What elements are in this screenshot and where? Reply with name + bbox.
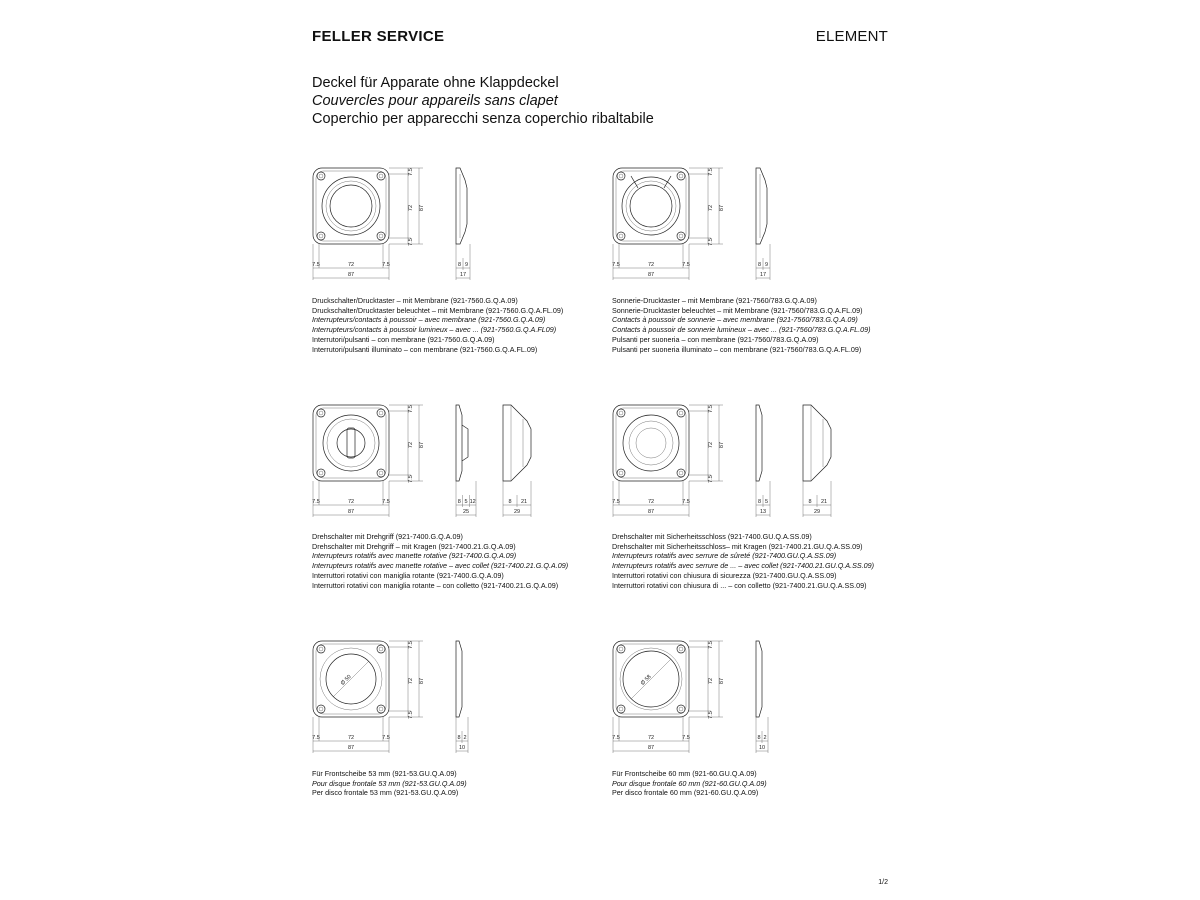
- dimension-label: 2: [463, 735, 467, 741]
- collar-profile: [803, 405, 831, 481]
- dimension-label: 7.5: [408, 475, 414, 483]
- bell-label-frame: [631, 176, 671, 188]
- screw-hole-inner: [679, 411, 683, 415]
- cover-outline: [613, 168, 689, 244]
- dimension-label: 72: [647, 262, 655, 268]
- screw-hole-inner: [319, 411, 323, 415]
- caption-line: Per disco frontale 53 mm (921-53.GU.Q.A.09): [312, 788, 459, 798]
- screw-hole: [377, 409, 385, 417]
- screw-hole: [677, 232, 685, 240]
- dimension-label: 7.5: [312, 262, 320, 268]
- screw-hole-inner: [619, 234, 623, 238]
- front-view: [312, 168, 425, 280]
- cover-outline: [313, 405, 389, 481]
- dimension-label: 87: [647, 745, 655, 751]
- dimension-label: 8: [457, 262, 462, 268]
- membrane-surface: [330, 185, 372, 227]
- side-profile: [756, 641, 762, 717]
- caption-line: Für Frontscheibe 53 mm (921-53.GU.Q.A.09): [312, 769, 457, 778]
- screw-hole: [377, 172, 385, 180]
- collar-profile: [503, 405, 531, 481]
- caption-line: Interruttori rotativi con maniglia rotante (921-7400.G.Q.A.09): [312, 570, 504, 580]
- dimension-label: 7.5: [312, 499, 320, 505]
- dimension-label: 7.5: [708, 168, 714, 176]
- caption-line: Interruttori rotativi con chiusura di ... – con colletto (921-7400.21.GU.Q.A.SS.09): [612, 580, 867, 590]
- screw-hole-inner: [319, 471, 323, 475]
- knob-profile: [462, 425, 468, 461]
- series-title: ELEMENT: [815, 28, 888, 45]
- dimension-label: 8: [808, 499, 812, 505]
- caption-line: Interruttori rotativi con chiusura di sicurezza (921-7400.GU.Q.A.SS.09): [612, 570, 837, 580]
- side-profile: [756, 168, 767, 244]
- dimension-label: 87: [347, 745, 355, 751]
- cover-inner-edge: [616, 408, 686, 478]
- caption-rotary-lock: [612, 532, 874, 590]
- dimension-label: 21: [520, 499, 528, 505]
- side-profile: [456, 168, 467, 244]
- dimension-label: 8: [508, 499, 512, 505]
- lock-cylinder: [636, 428, 666, 458]
- caption-line: Pour disque frontale 53 mm (921-53.GU.Q.A.09): [312, 778, 467, 788]
- dimension-label: 72: [347, 735, 355, 741]
- dimension-label: 29: [513, 509, 521, 515]
- caption-line: Sonnerie-Drucktaster – mit Membrane (921-7560/783.G.Q.A.09): [612, 296, 817, 305]
- dimension-label: 25: [462, 509, 470, 515]
- side-view: [456, 641, 468, 753]
- dimension-label: 7.5: [408, 168, 414, 176]
- dimension-label: 87: [719, 677, 725, 685]
- page-title: [312, 74, 654, 128]
- screw-hole: [377, 469, 385, 477]
- side-view: [756, 168, 770, 280]
- side-view: [756, 641, 768, 753]
- title-fr: Couvercles pour appareils sans clapet: [312, 93, 558, 109]
- dimension-label: 2: [763, 735, 767, 741]
- dimension-label: 7.5: [708, 405, 714, 413]
- side-profile: [456, 641, 462, 717]
- membrane-ring-inner: [626, 181, 676, 231]
- dimension-label: 7.5: [408, 405, 414, 413]
- screw-hole-inner: [379, 707, 383, 711]
- screw-hole-inner: [379, 411, 383, 415]
- dimension-label: 7.5: [382, 262, 390, 268]
- dimension-label: 72: [708, 677, 714, 685]
- screw-hole: [377, 232, 385, 240]
- membrane-ring: [622, 177, 680, 235]
- screw-hole-inner: [619, 471, 623, 475]
- dimension-label: 9: [464, 262, 469, 268]
- dimension-label: 10: [458, 745, 466, 751]
- caption-line: Interruttori rotativi con maniglia rotante – con colletto (921-7400.21.G.Q.A.09): [312, 580, 559, 590]
- dimension-label: 72: [347, 262, 355, 268]
- dimension-label: 7.5: [382, 735, 390, 741]
- screw-hole-inner: [319, 174, 323, 178]
- diameter-label: Ø 50: [339, 673, 353, 687]
- front-view: [612, 641, 725, 753]
- dimension-label: 8: [757, 262, 762, 268]
- dimension-label: 72: [408, 441, 414, 449]
- drawing-svg: [613, 641, 853, 759]
- dimension-label: 12: [469, 499, 476, 505]
- caption-line: Per disco frontale 60 mm (921-60.GU.Q.A.09): [612, 788, 759, 798]
- screw-hole-inner: [379, 647, 383, 651]
- caption-front-disc-60: [612, 769, 767, 798]
- screw-hole-inner: [679, 647, 683, 651]
- dimension-label: 7.5: [612, 499, 620, 505]
- caption-line: Drehschalter mit Drehgriff (921-7400.G.Q.A.09): [312, 532, 463, 541]
- dimension-label: 7.5: [682, 262, 690, 268]
- screw-hole-inner: [319, 647, 323, 651]
- screw-hole-inner: [679, 234, 683, 238]
- screw-hole-inner: [679, 471, 683, 475]
- dimension-label: 87: [347, 509, 355, 515]
- dimension-label: 7.5: [408, 238, 414, 246]
- caption-line: Interrupteurs rotatifs avec manette rotative (921-7400.G.Q.A.09): [312, 551, 517, 561]
- dimension-label: 87: [719, 441, 725, 449]
- screw-hole: [377, 705, 385, 713]
- dimension-label: 72: [647, 499, 655, 505]
- caption-line: Druckschalter/Drucktaster – mit Membrane (921-7560.G.Q.A.09): [312, 296, 518, 305]
- lock-collar: [623, 415, 679, 471]
- dimension-label: 87: [419, 204, 425, 212]
- caption-rotary-switch: [312, 532, 568, 590]
- caption-line: Interrutori/pulsanti – con membrane (921-7560.G.Q.A.09): [312, 334, 495, 344]
- caption-line: Drehschalter mit Sicherheitsschloss– mit Kragen (921-7400.21.GU.Q.A.SS.09): [612, 541, 863, 551]
- screw-hole-inner: [679, 707, 683, 711]
- caption-line: Interrutori/pulsanti illuminato – con membrane (921-7560.G.Q.A.FL.09): [312, 344, 538, 354]
- dimension-label: 87: [419, 677, 425, 685]
- dimension-label: 8: [457, 499, 461, 505]
- screw-hole: [617, 172, 625, 180]
- side-view: [503, 405, 531, 517]
- screw-hole-inner: [379, 234, 383, 238]
- screw-hole: [677, 409, 685, 417]
- dimension-label: 7.5: [408, 711, 414, 719]
- rotary-handle: [347, 428, 355, 458]
- screw-hole-inner: [379, 174, 383, 178]
- front-view: [612, 168, 725, 280]
- dimension-label: 8: [757, 735, 761, 741]
- dimension-label: 17: [459, 272, 467, 278]
- caption-line: Drehschalter mit Sicherheitsschloss (921-7400.GU.Q.A.SS.09): [612, 532, 812, 541]
- dimension-label: 10: [758, 745, 766, 751]
- title-it: Coperchio per apparecchi senza coperchio ribaltabile: [312, 111, 654, 127]
- screw-hole: [617, 645, 625, 653]
- membrane-surface: [630, 185, 672, 227]
- dimension-label: 7.5: [612, 735, 620, 741]
- screw-hole: [317, 705, 325, 713]
- dimension-label: 72: [408, 204, 414, 212]
- dimension-label: 7.5: [682, 499, 690, 505]
- dimension-label: 5: [464, 499, 468, 505]
- screw-hole: [617, 232, 625, 240]
- front-view: [312, 641, 425, 753]
- caption-line: Interrupteurs/contacts à poussoir lumineux – avec ... (921-7560.G.Q.A.FL09): [312, 325, 557, 335]
- caption-front-disc-53: [312, 769, 467, 798]
- cover-outline: [613, 405, 689, 481]
- front-view: [312, 405, 425, 517]
- rotary-knob: [337, 429, 365, 457]
- screw-hole: [677, 469, 685, 477]
- dimension-label: 87: [347, 272, 355, 278]
- screw-hole-inner: [679, 174, 683, 178]
- screw-hole: [317, 232, 325, 240]
- dimension-label: 7.5: [682, 735, 690, 741]
- dimension-label: 72: [408, 677, 414, 685]
- side-view: [456, 168, 470, 280]
- caption-line: Contacts à poussoir de sonnerie – avec membrane (921-7560/783.G.Q.A.09): [612, 315, 858, 325]
- drawing-svg: [313, 168, 553, 286]
- dimension-label: 21: [820, 499, 828, 505]
- caption-line: Druckschalter/Drucktaster beleuchtet – mit Membrane (921-7560.G.Q.A.FL.09): [312, 305, 564, 315]
- screw-hole: [317, 645, 325, 653]
- caption-line: Sonnerie-Drucktaster beleuchtet – mit Membrane (921-7560/783.G.Q.A.FL.09): [612, 305, 863, 315]
- title-de: Deckel für Apparate ohne Klappdeckel: [312, 75, 559, 91]
- rotary-collar-inner: [327, 419, 375, 467]
- dimension-label: 87: [647, 272, 655, 278]
- caption-line: Contacts à poussoir de sonnerie lumineux – avec ... (921-7560/783.G.Q.A.FL.09): [612, 325, 871, 335]
- drawing-svg: [313, 641, 553, 759]
- dimension-label: 13: [759, 509, 767, 515]
- screw-hole-inner: [619, 411, 623, 415]
- caption-bell-button: [612, 296, 871, 354]
- dimension-label: 9: [764, 262, 769, 268]
- drawing-svg: [613, 168, 853, 286]
- drawing-svg: [613, 405, 853, 523]
- screw-hole-inner: [379, 471, 383, 475]
- dimension-label: 7.5: [708, 641, 714, 649]
- screw-hole-inner: [319, 707, 323, 711]
- front-view: [612, 405, 725, 517]
- dimension-label: 72: [708, 441, 714, 449]
- caption-line: Pulsanti per suoneria illuminato – con membrane (921-7560/783.G.Q.A.FL.09): [612, 344, 862, 354]
- diameter-label: Ø 58: [639, 673, 653, 687]
- screw-hole: [677, 172, 685, 180]
- caption-line: Interrupteurs rotatifs avec manette rotative – avec collet (921-7400.21.G.Q.A.09): [312, 561, 569, 571]
- dimension-label: 29: [813, 509, 821, 515]
- dimension-label: 7.5: [382, 499, 390, 505]
- dimension-label: 72: [347, 499, 355, 505]
- caption-line: Interrupteurs/contacts à poussoir – avec membrane (921-7560.G.Q.A.09): [312, 315, 546, 325]
- dimension-label: 7.5: [312, 735, 320, 741]
- dimension-label: 7.5: [408, 641, 414, 649]
- lock-collar-inner: [629, 421, 673, 465]
- dimension-label: 7.5: [612, 262, 620, 268]
- caption-line: Für Frontscheibe 60 mm (921-60.GU.Q.A.09): [612, 769, 757, 778]
- dimension-label: 17: [759, 272, 767, 278]
- screw-hole: [617, 705, 625, 713]
- dimension-label: 87: [647, 509, 655, 515]
- caption-line: Pulsanti per suoneria – con membrane (921-7560/783.G.Q.A.09): [612, 334, 819, 344]
- cover-inner-edge: [616, 171, 686, 241]
- caption-line: Pour disque frontale 60 mm (921-60.GU.Q.A.09): [612, 778, 767, 788]
- dimension-label: 87: [419, 441, 425, 449]
- dimension-label: 7.5: [708, 475, 714, 483]
- screw-hole: [377, 645, 385, 653]
- side-view: [456, 405, 476, 517]
- screw-hole: [317, 409, 325, 417]
- caption-line: Drehschalter mit Drehgriff – mit Kragen (921-7400.21.G.Q.A.09): [312, 541, 516, 551]
- rotary-collar: [323, 415, 379, 471]
- screw-hole-inner: [619, 647, 623, 651]
- dimension-label: 5: [764, 499, 769, 505]
- dimension-label: 87: [719, 204, 725, 212]
- caption-line: Interrupteurs rotatifs avec serrure de ... – avec collet (921-7400.21.GU.Q.A.SS.09): [612, 561, 875, 571]
- side-view: [803, 405, 831, 517]
- caption-line: Interrupteurs rotatifs avec serrure de sûreté (921-7400.GU.Q.A.SS.09): [612, 551, 837, 561]
- cover-inner-edge: [316, 408, 386, 478]
- dimension-label: 72: [708, 204, 714, 212]
- dimension-label: 8: [457, 735, 461, 741]
- screw-hole: [617, 409, 625, 417]
- screw-hole-inner: [619, 707, 623, 711]
- screw-hole: [677, 645, 685, 653]
- side-view: [756, 405, 770, 517]
- screw-hole-inner: [319, 234, 323, 238]
- dimension-label: 72: [647, 735, 655, 741]
- screw-hole-inner: [619, 174, 623, 178]
- dimension-label: 7.5: [708, 711, 714, 719]
- screw-hole: [317, 469, 325, 477]
- screw-hole: [677, 705, 685, 713]
- caption-push-switch: [312, 296, 563, 354]
- cover-inner-edge: [316, 171, 386, 241]
- dimension-label: 7.5: [708, 238, 714, 246]
- membrane-ring-inner: [326, 181, 376, 231]
- page-number: 1/2: [878, 879, 888, 886]
- screw-hole: [617, 469, 625, 477]
- cover-outline: [313, 168, 389, 244]
- membrane-ring: [322, 177, 380, 235]
- side-profile: [756, 405, 762, 481]
- side-profile: [456, 405, 462, 481]
- screw-hole: [317, 172, 325, 180]
- drawing-svg: [313, 405, 553, 523]
- dimension-label: 8: [757, 499, 762, 505]
- brand-title: FELLER SERVICE: [312, 28, 445, 45]
